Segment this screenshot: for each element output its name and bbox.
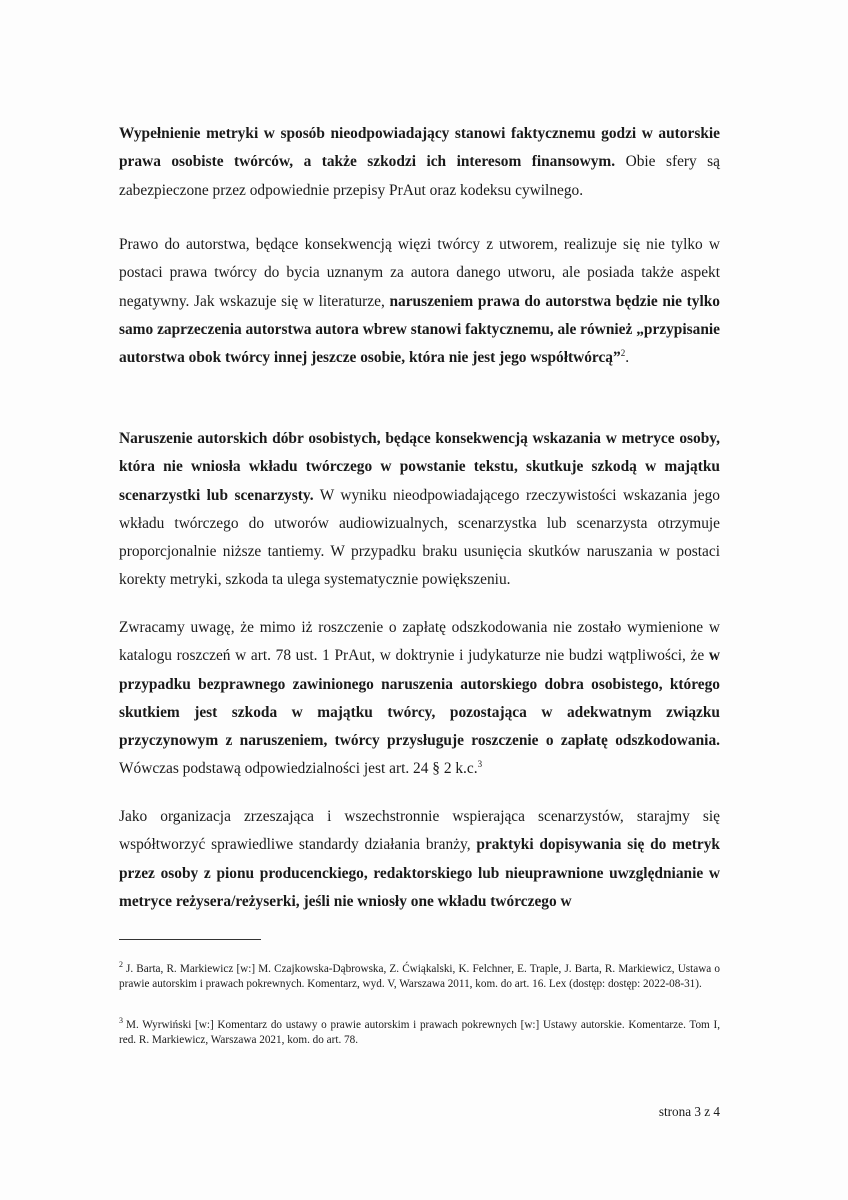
text-run: W wyniku nieodpowiadającego rzeczywistości wskazania jego wkładu twórczego do utworów audiowizualnych, scenarzystka lub scenarzysta otrzymuje proporcjonalnie niższe tantiemy. W przypadku braku usunięcia skutków naruszania w postaci korekty metryki, szkoda ta ulega systematycznie powiększeniu.	[119, 486, 720, 589]
text-run: Prawo do autorstwa, będące konsekwencją więzi twórcy z utworem, realizuje się nie tylko w postaci prawa twórcy do bycia uznanym za autora danego utworu, ale posiada także aspekt negatywny. Jak wskazuje się w literaturze,	[119, 236, 720, 310]
bold-text-run: w przypadku bezprawnego zawinionego naruszenia autorskiego dobra osobistego, którego skutkiem jest szkoda w majątku twórcy, pozostająca w adekwatnym związku przyczynowym z naruszeniem, twórcy przysługuje roszczenie o zapłatę odszkodowania.	[119, 647, 720, 750]
footnote-text: M. Wyrwiński [w:] Komentarz do ustawy o prawie autorskim i prawach pokrewnych [w:] Ustawy autorskie. Komentarze. Tom I, red. R. Markiewicz, Warszawa 2021, kom. do art. 78.	[119, 1019, 720, 1046]
footnote-separator	[119, 939, 261, 940]
footnote	[119, 962, 720, 992]
page-number: strona 3 z 4	[658, 1104, 720, 1119]
text-run: Zwracamy uwagę, że mimo iż roszczenie o zapłatę odszkodowania nie zostało wymienione w katalogu roszczeń w art. 78 ust. 1 PrAut, w doktrynie i judykaturze nie budzi wątpliwości, że	[119, 619, 720, 665]
paragraph	[119, 231, 720, 372]
footnote-mark: 2	[119, 960, 123, 970]
footnote-reference: 3	[477, 759, 483, 770]
footnote-reference: 2	[620, 348, 626, 359]
text-run: Wówczas podstawą odpowiedzialności jest art. 24 § 2 k.c.	[119, 760, 478, 778]
bold-text-run: naruszeniem prawa do autorstwa będzie nie tylko samo zaprzeczenia autorstwa autora wbrew stanowi faktycznemu, ale również „przypisanie autorstwa obok twórcy innej jeszcze osobie, która nie jest jego współtwórcą”	[119, 292, 720, 367]
bold-text-run: Naruszenie autorskich dóbr osobistych, będące konsekwencją wskazania w metryce osoby, która nie wniosła wkładu twórczego w powstanie tekstu, skutkuje szkodą w majątku scenarzystki lub scenarzysty.	[119, 430, 720, 504]
text-run: .	[625, 349, 630, 367]
paragraph	[119, 614, 720, 784]
bold-text-run: Wypełnienie metryki w sposób nieodpowiadający stanowi faktycznemu godzi w autorskie prawa osobiste twórców, a także szkodzi ich interesom finansowym.	[119, 125, 720, 171]
text-run: Jako organizacja zrzeszająca i wszechstronnie wspierająca scenarzystów, starajmy się współtworzyć sprawiedliwe standardy działania branży,	[119, 808, 720, 854]
paragraph	[119, 425, 720, 595]
footnote-text: J. Barta, R. Markiewicz [w:] M. Czajkowska-Dąbrowska, Z. Ćwiąkalski, K. Felchner, E. Traple, J. Barta, R. Markiewicz, Ustawa o prawie autorskim i prawach pokrewnych. Komentarz, wyd. V, Warszawa 2011, kom. do art. 16. Lex (dostęp: dostęp: 2022-08-31).	[119, 963, 720, 990]
footnote-mark: 3	[119, 1016, 123, 1026]
paragraph	[119, 803, 720, 916]
paragraph	[119, 120, 720, 205]
bold-text-run: praktyki dopisywania się do metryk przez osoby z pionu producenckiego, redaktorskiego lub nieuprawnione uwzględnianie w metryce reżysera/reżyserki, jeśli nie wniosły one wkładu twórczego w	[119, 836, 720, 910]
footnote	[119, 1018, 720, 1048]
text-run: Obie sfery są zabezpieczone przez odpowiednie przepisy PrAut oraz kodeksu cywilnego.	[119, 153, 721, 199]
